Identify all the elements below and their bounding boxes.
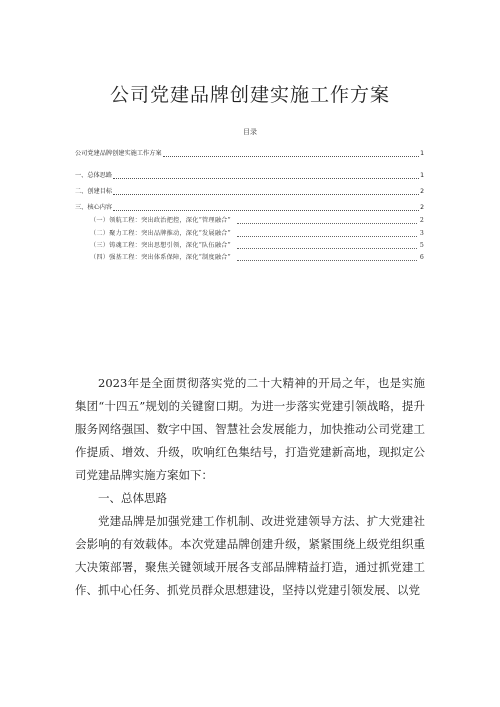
toc-leader-dots xyxy=(237,260,417,261)
toc-entry-page: 5 xyxy=(419,242,424,249)
toc-entry-page: 3 xyxy=(419,230,424,237)
toc-entry-label: 公司党建品牌创建实施工作方案 xyxy=(75,150,162,157)
section-heading: 一、总体思路 xyxy=(98,491,167,505)
intro-paragraph: 2023年是全面贯彻落实党的二十大精神的开局之年，也是实施集团“十四五”规划的关键窗口期。为进一步落实党建引领战略，提升服务网络强国、数字中国、智慧社会发展能力，加快推动公司党建工作提质、增效、升级，吹响红色集结号，打造党建新高地，现拟定公司党建品牌实施方案如下： xyxy=(75,376,425,482)
document-body xyxy=(75,372,425,602)
toc-entry-page: 2 xyxy=(419,217,424,224)
toc-entry-page: 2 xyxy=(420,204,424,211)
toc-subentry[interactable] xyxy=(75,241,424,251)
toc-entry-label: （二）聚力工程：突出品牌推动，深化“发展融合” xyxy=(90,230,231,237)
toc-leader-dots xyxy=(163,156,419,157)
toc-entry-label: 二、创建目标 xyxy=(75,188,113,195)
toc-subentry[interactable] xyxy=(75,229,424,239)
toc-heading: 目录 xyxy=(243,128,257,136)
toc-leader-dots xyxy=(113,210,419,211)
toc-entry-label: （四）强基工程：突出体系保障，深化“制度融合” xyxy=(90,254,231,261)
toc-entry[interactable] xyxy=(75,149,424,159)
toc-entry-page: 2 xyxy=(420,188,424,195)
toc-leader-dots xyxy=(237,223,417,224)
toc-entry-label: （一）领航工程：突出政治把控，深化“管理融合” xyxy=(90,217,231,224)
toc-entry[interactable] xyxy=(75,187,424,197)
section-paragraph: 党建品牌是加强党建工作机制、改进党建领导方法、扩大党建社会影响的有效载体。本次党建品牌创建升级，紧紧围绕上级党组织重大决策部署，聚焦关键领域开展各支部品牌精益打造，通过抓党建工作、抓中心任务、抓党员群众思想建设，坚持以党建引领发展、以党 xyxy=(75,514,425,597)
toc-entry[interactable] xyxy=(75,171,424,181)
toc-entry-page: 6 xyxy=(419,254,424,261)
toc-leader-dots xyxy=(237,236,417,237)
toc-entry-page: 1 xyxy=(420,172,424,179)
toc-entry[interactable] xyxy=(75,203,424,213)
document-title: 公司党建品牌创建实施工作方案 xyxy=(109,84,390,106)
toc-entry-label: 一、总体思路 xyxy=(75,172,113,179)
toc-entry-label: 三、核心内容 xyxy=(75,204,113,211)
toc-entry-label: （三）铸魂工程：突出思想引领，深化“队伍融合” xyxy=(90,242,231,249)
toc-leader-dots xyxy=(237,248,417,249)
toc-subentry[interactable] xyxy=(75,216,424,226)
toc-entry-page: 1 xyxy=(420,150,424,157)
toc-subentry[interactable] xyxy=(75,253,424,263)
toc-leader-dots xyxy=(113,178,419,179)
toc-leader-dots xyxy=(113,194,419,195)
